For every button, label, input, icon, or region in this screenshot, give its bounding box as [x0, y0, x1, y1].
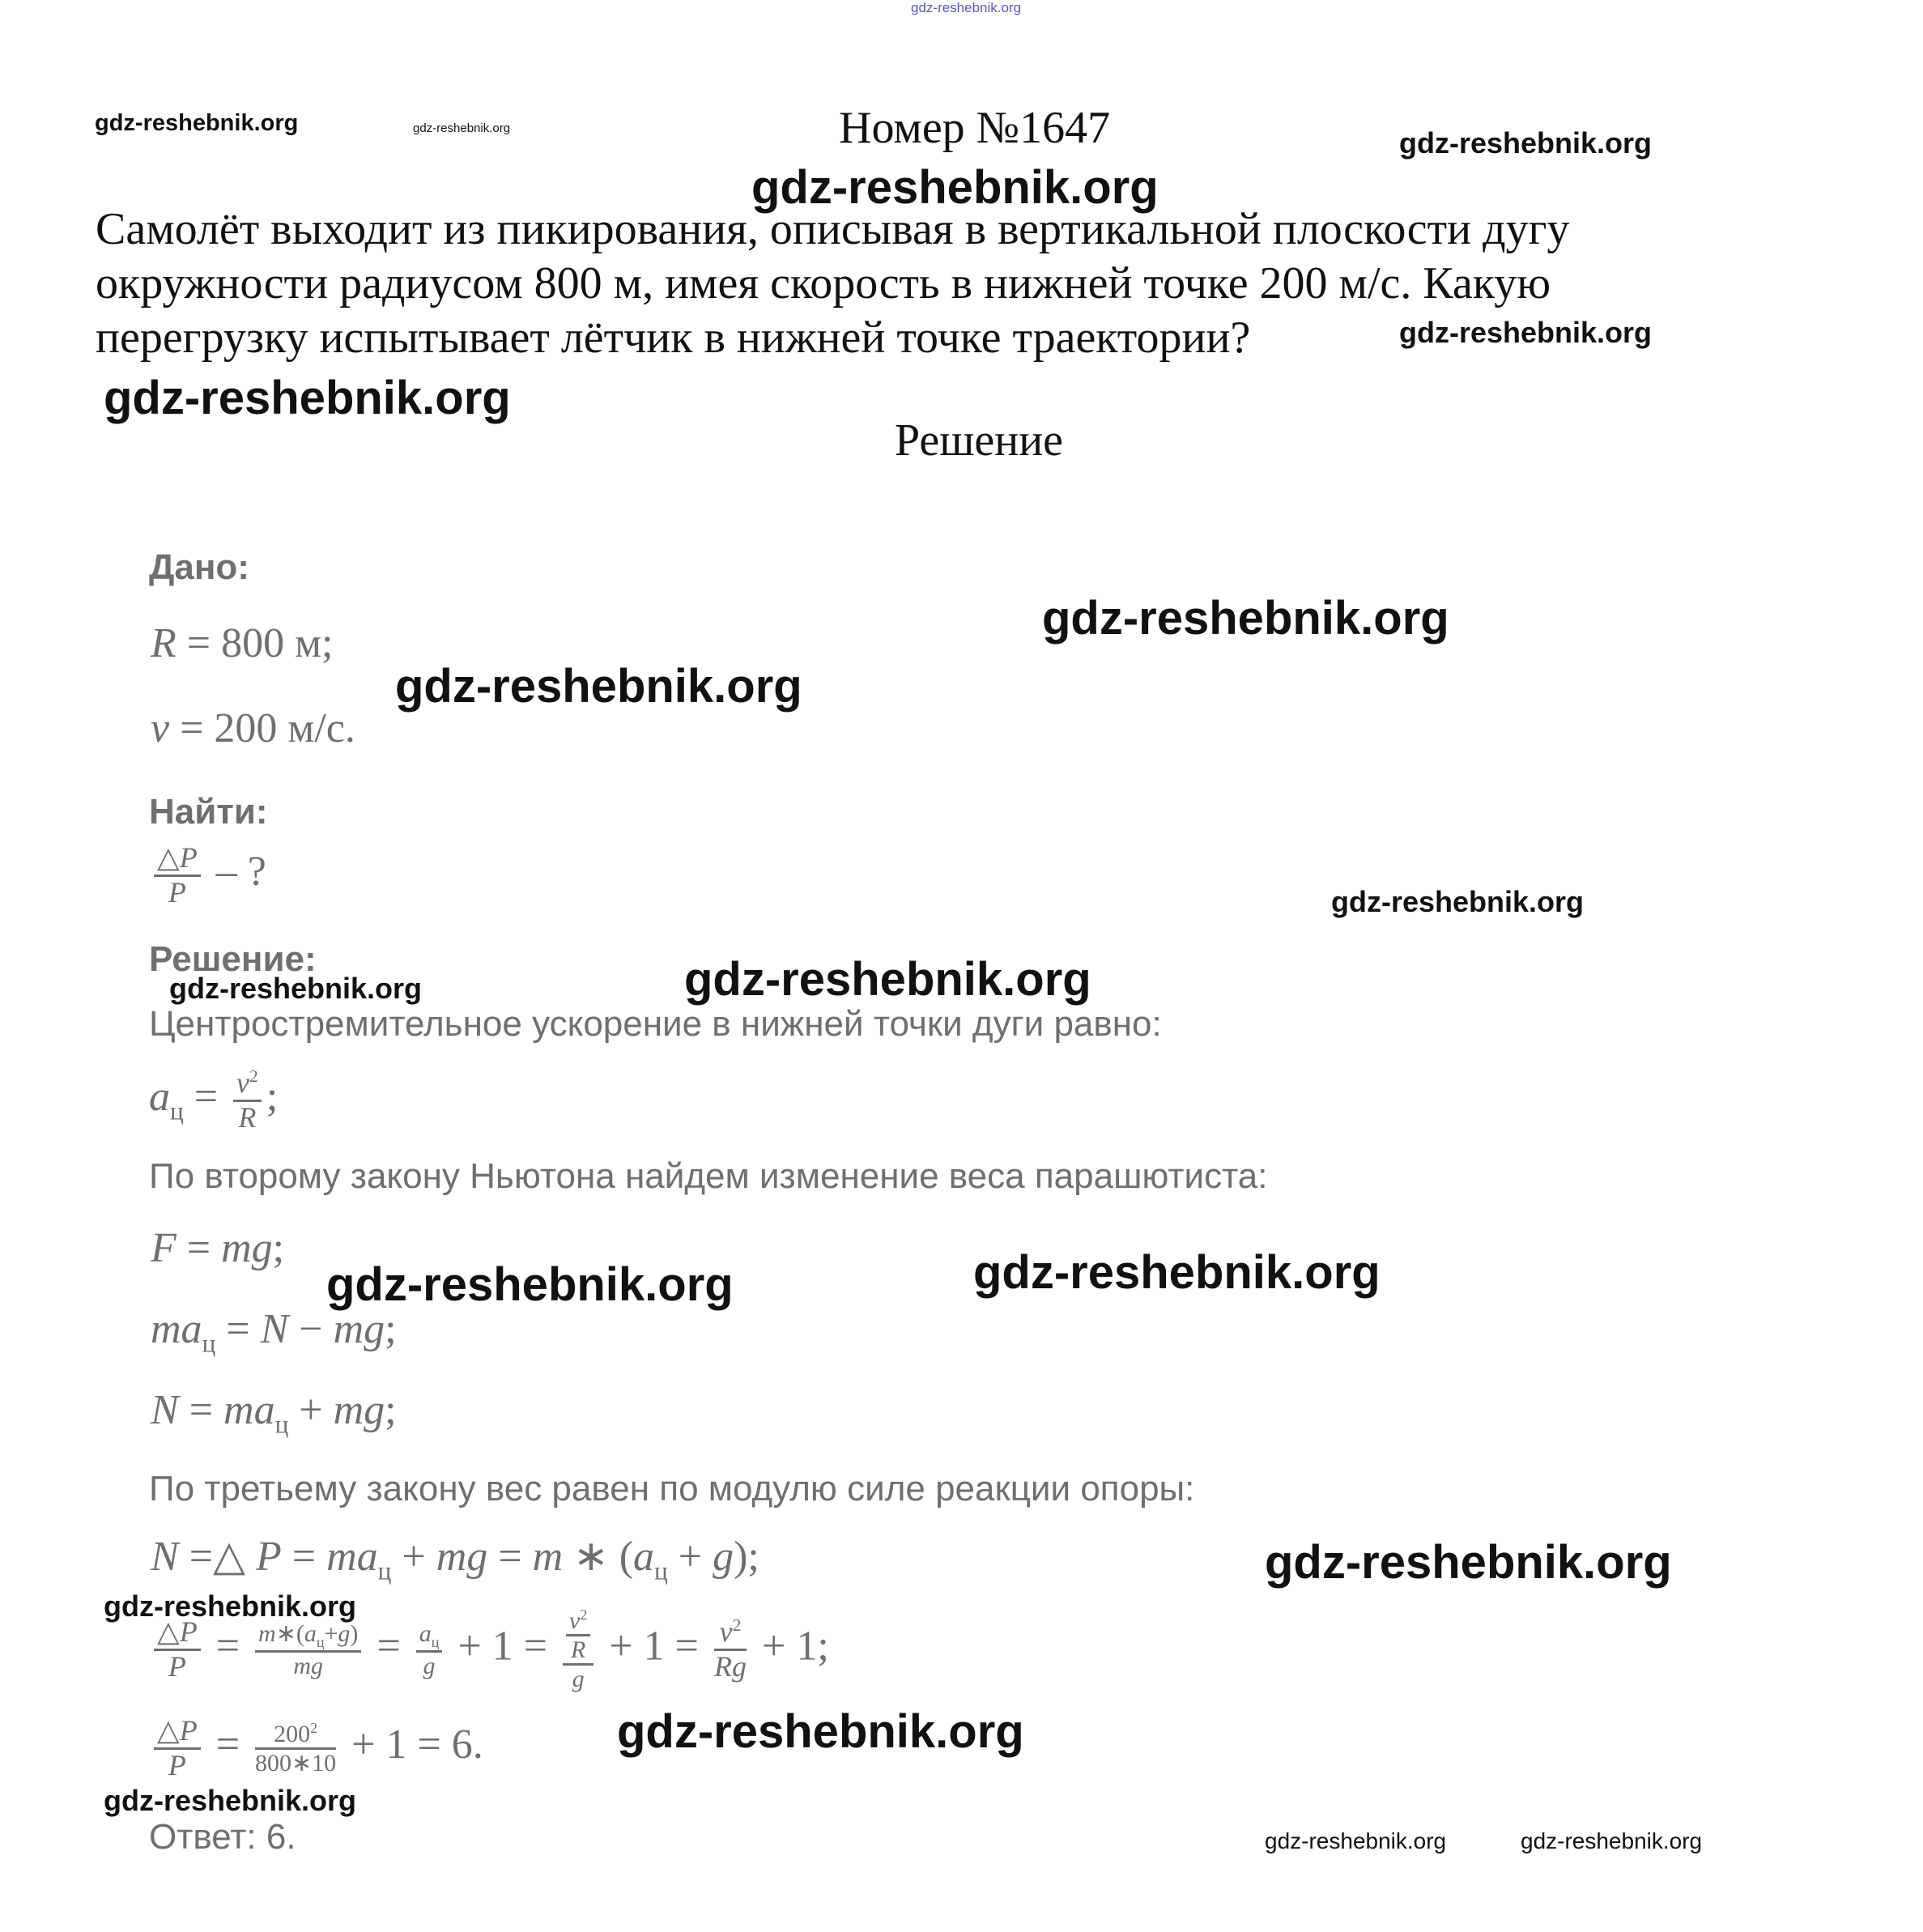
solution-text-2: По второму закону Ньютона найдем изменение веса парашютиста:	[149, 1156, 1268, 1196]
watermark: gdz-reshebnik.org	[1399, 316, 1653, 349]
watermark: gdz-reshebnik.org	[751, 161, 1159, 214]
find-label: Найти:	[149, 792, 268, 832]
solution-text-1: Центростремительное ускорение в нижней точки дуги равно:	[149, 1004, 1162, 1044]
watermark: gdz-reshebnik.org	[104, 372, 511, 424]
equation-5: N =△ $P = ma_ц$ + mg = m ∗ $(a_ц + g)$;	[151, 1534, 759, 1585]
find-expression: $\frac{\triangle P}{P}$ – ?	[149, 842, 266, 909]
page-title: Номер №1647	[839, 103, 1111, 153]
watermark: gdz-reshebnik.org	[1521, 1828, 1703, 1853]
watermark: gdz-reshebnik.org	[1331, 885, 1585, 918]
solution-label: Решение:	[149, 939, 317, 979]
watermark: gdz-reshebnik.org	[973, 1246, 1381, 1299]
solution-text-3: По третьему закону вес равен по модулю силе реакции опоры:	[149, 1469, 1195, 1509]
given-v: v = 200 м/с.	[151, 705, 355, 751]
watermark: gdz-reshebnik.org	[684, 953, 1091, 1006]
given-r: R = 800 м;	[151, 620, 334, 666]
watermark: gdz-reshebnik.org	[1399, 126, 1653, 160]
watermark: gdz-reshebnik.org	[104, 1589, 357, 1623]
watermark: gdz-reshebnik.org	[395, 660, 802, 713]
answer: Ответ: 6.	[149, 1817, 296, 1857]
problem-line: окружности радиусом 800 м, имея скорость в нижней точке 200 м/с. Какую	[96, 258, 1551, 309]
equation-4: $N = ma_ц$ + mg;	[151, 1387, 397, 1439]
equation-6: $\frac{\triangle P}{P}$ = $\frac{m∗(a_ц+g)}{mg}$ = $\frac{a_ц}{g}$ + 1 = $\frac{\frac{v^2}{R}}{g}$ + 1 = $\frac{v^2}{Rg}$ + 1;	[149, 1607, 829, 1692]
watermark: gdz-reshebnik.org	[169, 972, 423, 1005]
watermark: gdz-reshebnik.org	[911, 0, 1022, 15]
equation-3: $ma_ц = N$ − mg;	[151, 1306, 397, 1358]
given-label: Дано:	[149, 547, 249, 587]
watermark: gdz-reshebnik.org	[104, 1784, 357, 1817]
watermark: gdz-reshebnik.org	[1265, 1536, 1672, 1589]
watermark: gdz-reshebnik.org	[95, 110, 299, 136]
problem-text	[96, 202, 1570, 365]
equation-1: $a_ц$ = $\frac{v^2}{R}$ ;	[149, 1066, 279, 1134]
watermark: gdz-reshebnik.org	[1042, 592, 1449, 645]
equation-7: $\frac{\triangle P}{P}$ = $\frac{200^2}{800∗10}$ + 1 = 6.	[149, 1715, 483, 1781]
equation-2: F = mg;	[151, 1225, 285, 1271]
solution-heading: Решение	[895, 415, 1064, 466]
problem-line: Самолёт выходит из пикирования, описывая в вертикальной плоскости дугу	[96, 204, 1570, 254]
watermark: gdz-reshebnik.org	[1265, 1828, 1447, 1853]
watermark: gdz-reshebnik.org	[413, 121, 511, 135]
problem-line: перегрузку испытывает лётчик в нижней точке траектории?	[96, 313, 1251, 363]
watermark: gdz-reshebnik.org	[326, 1258, 734, 1311]
watermark: gdz-reshebnik.org	[617, 1705, 1024, 1758]
